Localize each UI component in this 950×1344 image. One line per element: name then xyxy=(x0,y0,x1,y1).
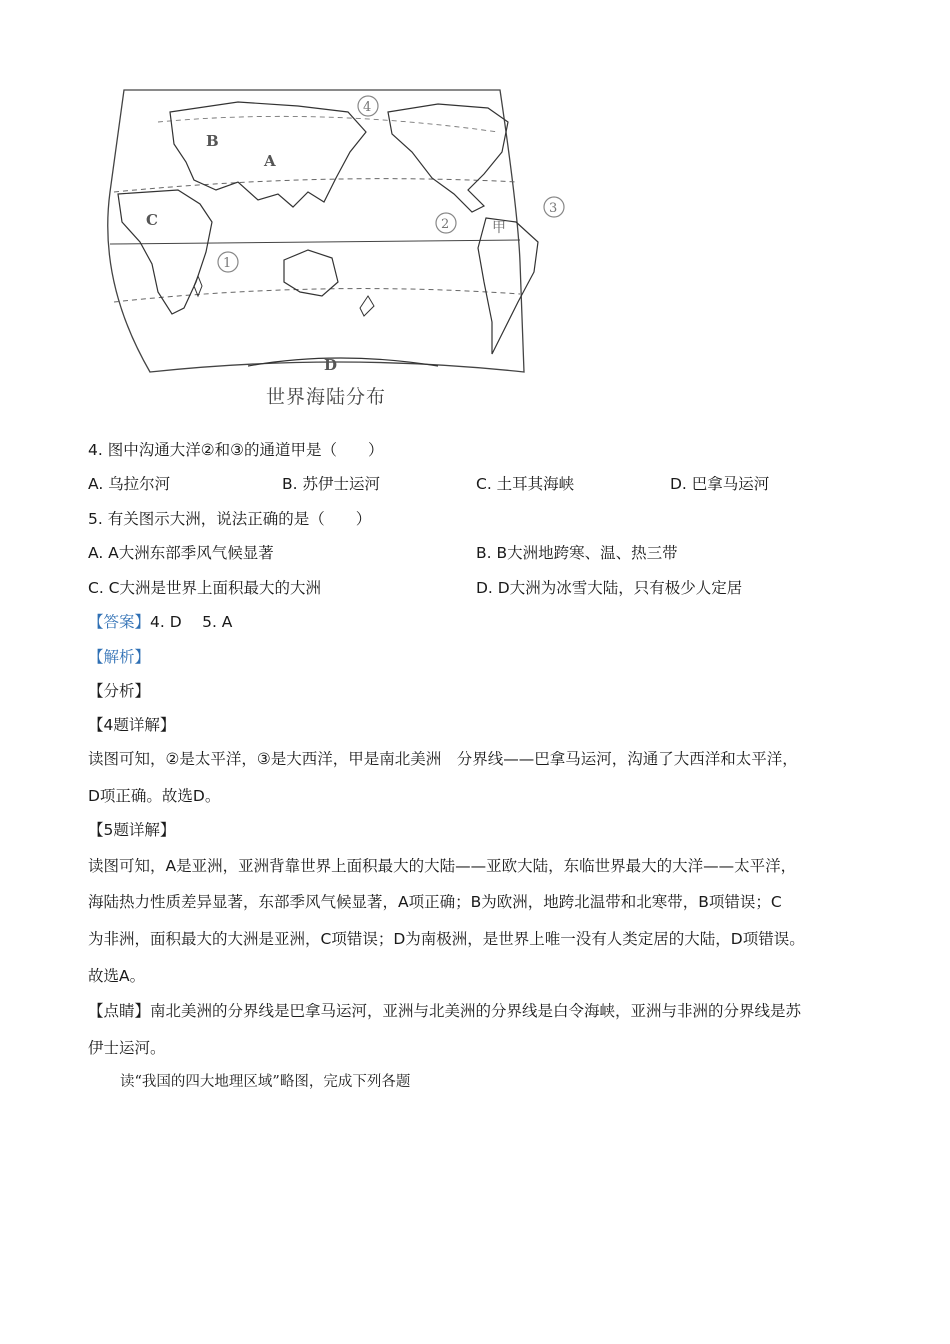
detail5-line-3: 为非洲，面积最大的大洲是亚洲，C项错误；D为南极洲，是世界上唯一没有人类定居的大陆，D项错误。 xyxy=(88,930,805,948)
fenxi-tag: 【分析】 xyxy=(88,682,151,700)
label-A: A xyxy=(264,152,276,170)
q4-option-a: A. 乌拉尔河 xyxy=(88,475,171,493)
detail5-line-1: 读图可知，A是亚洲，亚洲背靠世界上面积最大的大陆——亚欧大陆，东临世界最大的大洋——太平洋， xyxy=(88,857,797,875)
tip-line-2: 伊士运河。 xyxy=(88,1039,166,1057)
ocean-1-number: 1 xyxy=(223,256,232,271)
q5-stem: 5. 有关图示大洲，说法正确的是（ ） xyxy=(88,510,372,528)
q5-option-c: C. C大洲是世界上面积最大的大洲 xyxy=(88,579,322,597)
q4-option-c: C. 土耳其海峡 xyxy=(476,475,575,493)
answer-row xyxy=(88,612,232,632)
tip-line-1: 【点睛】南北美洲的分界线是巴拿马运河，亚洲与北美洲的分界线是白令海峡，亚洲与非洲的分界线是苏 xyxy=(88,1002,802,1020)
next-question-intro: 读“我国的四大地理区域”略图，完成下列各题 xyxy=(120,1074,411,1090)
detail4-line-2: D项正确。故选D。 xyxy=(88,787,221,805)
detail4-title: 【4题详解】 xyxy=(88,716,176,734)
detail5-line-4: 故选A。 xyxy=(88,967,146,985)
label-jia: 甲 xyxy=(492,220,506,236)
detail5-title: 【5题详解】 xyxy=(88,821,176,839)
label-D: D xyxy=(324,356,338,374)
q5-option-d: D. D大洲为冰雪大陆，只有极少人定居 xyxy=(476,579,743,597)
q4-option-b: B. 苏伊士运河 xyxy=(282,475,380,493)
q5-option-a: A. A大洲东部季风气候显著 xyxy=(88,544,274,562)
ocean-4-number: 4 xyxy=(363,100,372,115)
q4-stem: 4. 图中沟通大洋②和③的通道甲是（ ） xyxy=(88,441,384,459)
ocean-3-number: 3 xyxy=(549,201,558,216)
detail4-line-1: 读图可知，②是太平洋，③是大西洋，甲是南北美洲 分界线——巴拿马运河，沟通了大西洋和太平洋， xyxy=(88,750,798,768)
label-B: B xyxy=(206,132,219,150)
answer-tag: 【答案】 xyxy=(88,613,151,631)
q4-option-d: D. 巴拿马运河 xyxy=(670,475,770,493)
world-map-figure xyxy=(88,82,588,412)
label-C: C xyxy=(146,211,158,229)
map-caption: 世界海陆分布 xyxy=(266,386,387,408)
analysis-tag: 【解析】 xyxy=(88,648,151,666)
q5-option-b: B. B大洲地跨寒、温、热三带 xyxy=(476,544,678,562)
detail5-line-2: 海陆热力性质差异显著，东部季风气候显著，A项正确；B为欧洲，地跨北温带和北寒带，B项错误；C xyxy=(88,893,782,911)
world-map-svg xyxy=(88,82,588,382)
answer-text: 4. D 5. A xyxy=(150,613,233,631)
ocean-2-number: 2 xyxy=(441,217,450,232)
